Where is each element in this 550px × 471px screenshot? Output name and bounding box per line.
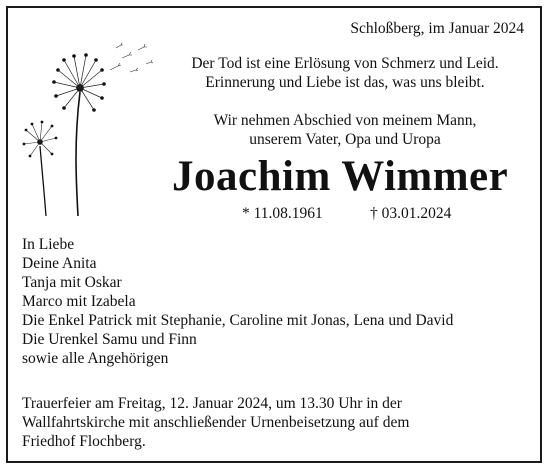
quote	[160, 54, 530, 92]
mourner-line: sowie alle Angehörigen	[22, 350, 169, 367]
mourner-line: Deine Anita	[22, 255, 97, 272]
quote-line: Erinnerung und Liebe ist das, was uns bleibt.	[205, 74, 485, 91]
service-line: Friedhof Flochberg.	[22, 433, 146, 450]
quote-line: Der Tod ist eine Erlösung von Schmerz und Leid.	[191, 55, 499, 72]
mourners-list	[22, 235, 453, 368]
birth-date: * 11.08.1961	[242, 205, 323, 222]
service-line: Trauerfeier am Freitag, 12. Januar 2024, um 13.30 Uhr in der	[22, 395, 402, 412]
deceased-name: Joachim Wimmer	[172, 153, 509, 200]
mourner-line: Die Enkel Patrick mit Stephanie, Caroline mit Jonas, Lena und David	[22, 312, 454, 329]
place-date: Schloßberg, im Januar 2024	[350, 20, 524, 37]
mourner-line: In Liebe	[22, 236, 75, 253]
death-date: † 03.01.2024	[370, 205, 452, 222]
dandelion-icon	[18, 30, 158, 220]
mourner-line: Die Urenkel Samu und Finn	[22, 331, 197, 348]
farewell-line: Wir nehmen Abschied von meinem Mann,	[213, 112, 477, 129]
service-line: Wallfahrtskirche mit anschließender Urnenbeisetzung auf dem	[22, 414, 410, 431]
service-details	[22, 394, 409, 451]
mourner-line: Tanja mit Oskar	[22, 274, 122, 291]
farewell-line: unserem Vater, Opa und Uropa	[249, 131, 441, 148]
mourner-line: Marco mit Izabela	[22, 293, 136, 310]
farewell-text	[160, 111, 530, 149]
